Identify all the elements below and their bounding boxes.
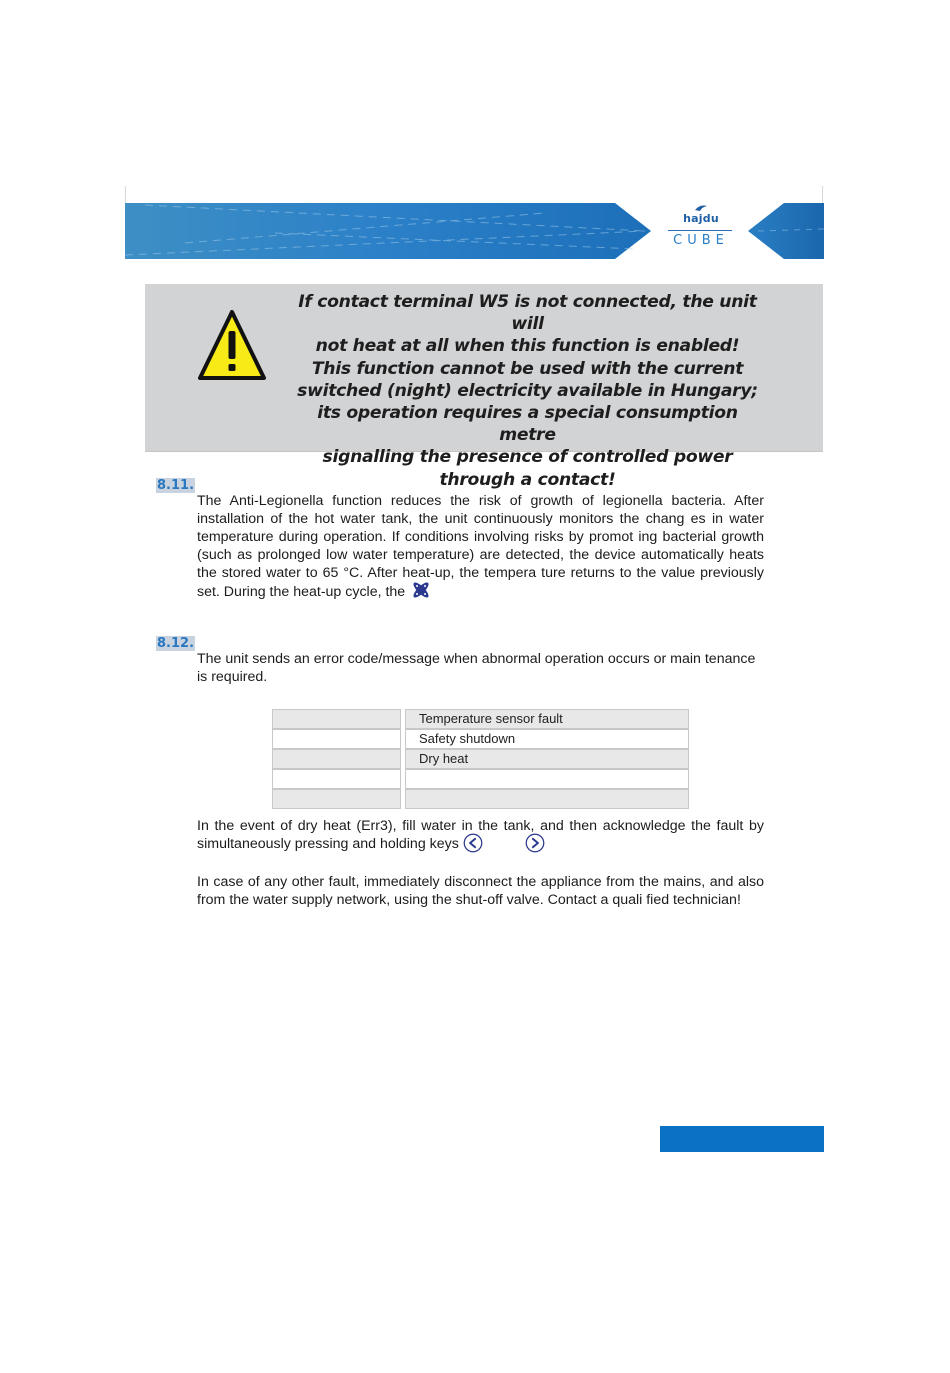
warning-line: This function cannot be used with the current [311,358,744,379]
warning-text [290,291,765,491]
table-code-cell [272,769,401,789]
footer-page-bar [660,1126,824,1152]
anti-legionella-paragraph [197,492,764,602]
dry-heat-paragraph [197,817,764,853]
table-message-cell: Dry heat [405,749,689,769]
section-number-8-11: 8.11. [157,478,195,493]
warning-line: signalling the presence of controlled power [322,447,733,468]
logo-divider [668,230,732,231]
header-banner-left [125,203,653,259]
header-banner-right [748,203,824,259]
header-divider-right [822,186,823,204]
table-code-cell [272,749,401,769]
table-message-cell: Safety shutdown [405,729,689,749]
warning-line: through a contact! [439,469,616,490]
table-code-cell [272,729,401,749]
warning-line: its operation requires a special consumption metre [317,403,738,446]
other-fault-paragraph: In case of any other fault, immediately disconnect the appliance from the mains, and also from the water supply network, using the shut-off valve. Contact a quali fied technician! [197,874,764,908]
table-code-cell [272,789,401,809]
section-number-8-12: 8.12. [157,636,195,651]
left-arrow-key-icon [463,833,483,853]
warning-line: switched (night) electricity available in Hungary; [297,380,758,401]
table-message-cell [405,769,689,789]
product-name: CUBE [673,233,729,248]
warning-line: not heat at all when this function is enabled! [315,336,740,357]
bacteria-icon [409,578,433,602]
right-arrow-key-icon [525,833,545,853]
dry-heat-text: In the event of dry heat (Err3), fill water in the tank, and then acknowledge the fault by simultaneously pressing and holding keys [197,818,764,852]
warning-triangle-icon [197,309,267,381]
table-message-cell [405,789,689,809]
hajdu-logo-mark-icon [694,204,708,212]
header-divider-left [125,186,126,204]
table-message-cell: Temperature sensor fault [405,709,689,729]
table-code-cell [272,709,401,729]
anti-legionella-text: The Anti-Legionella function reduces the risk of growth of legionella bacteria. After installation of the hot water tank, the unit continuously monitors the chang es in water temperature during operation. If conditions involving risks by promot ing bacterial growth (such as prolonged low water temperature) are detected, the device automatically heats the stored water to 65 °C. After heat-up, the tempera ture returns to the value previously set. During the heat-up cycle, the [197,493,764,600]
error-code-intro: The unit sends an error code/message when abnormal operation occurs or main tenance is required. [197,651,756,685]
warning-line: If contact terminal W5 is not connected, the unit will [298,292,757,335]
brand-name: hajdu [683,212,719,225]
